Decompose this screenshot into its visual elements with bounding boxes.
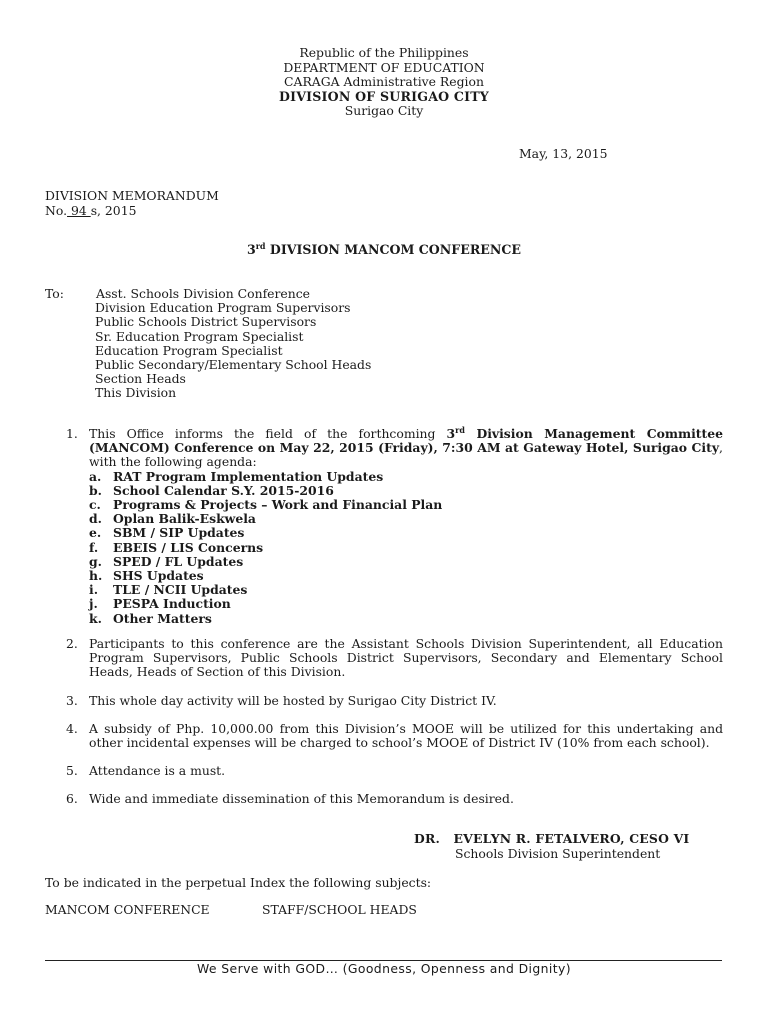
agenda-text: SHS Updates <box>113 568 204 584</box>
agenda-letter: j. <box>89 596 98 612</box>
paragraph-number: 6. <box>66 791 78 806</box>
memo-date: May, 13, 2015 <box>519 146 608 161</box>
letterhead-division: DIVISION OF SURIGAO CITY <box>278 88 489 104</box>
paragraph-body: A subsidy of Php. 10,000.00 from this Division’s MOOE will be utilized for this undertaking and other incidental expenses will be charged to school’s MOOE of District IV (10% from each school). <box>89 721 723 751</box>
recipient-item: This Division <box>95 385 177 401</box>
memo-subject <box>0 243 768 257</box>
signatory-name: DR. EVELYN R. FETALVERO, CESO VI <box>414 831 690 846</box>
agenda-item <box>89 512 723 526</box>
agenda-text: SPED / FL Updates <box>113 553 244 569</box>
agenda-item <box>89 597 723 611</box>
agenda-letter: f. <box>89 539 99 555</box>
recipient-item: Public Schools District Supervisors <box>95 314 317 330</box>
p1-ordinal: 3 <box>446 426 456 441</box>
agenda-letter: e. <box>89 525 102 541</box>
agenda-item <box>89 484 723 498</box>
index-subject-2: STAFF/SCHOOL HEADS <box>262 902 417 917</box>
paragraph-number: 2. <box>66 636 78 651</box>
p1-ordinal-suffix: rd <box>455 425 465 435</box>
agenda-letter: k. <box>89 610 102 626</box>
agenda-text: EBEIS / LIS Concerns <box>113 539 264 555</box>
agenda-letter: b. <box>89 482 102 498</box>
agenda-text: PESPA Induction <box>113 596 231 612</box>
agenda-item <box>89 555 723 569</box>
agenda-item <box>89 541 723 555</box>
signature-block <box>414 831 734 861</box>
agenda-list <box>89 470 723 626</box>
agenda-text: TLE / NCII Updates <box>113 582 248 598</box>
recipients-list <box>95 287 495 401</box>
agenda-item <box>89 569 723 583</box>
paragraph-number: 4. <box>66 721 78 736</box>
agenda-letter: g. <box>89 553 102 569</box>
agenda-item <box>89 470 723 484</box>
recipient-item: Public Secondary/Elementary School Heads <box>95 357 372 373</box>
agenda-text: RAT Program Implementation Updates <box>113 468 384 484</box>
letterhead-republic: Republic of the Philippines <box>299 45 469 60</box>
agenda-letter: h. <box>89 568 103 584</box>
recipient-item: Division Education Program Supervisors <box>95 300 351 316</box>
paragraph-4 <box>66 722 723 750</box>
agenda-letter: c. <box>89 497 101 513</box>
letterhead-region: CARAGA Administrative Region <box>284 74 484 89</box>
paragraph-number: 1. <box>66 426 78 441</box>
letterhead-department: DEPARTMENT OF EDUCATION <box>283 59 485 75</box>
paragraph-2 <box>66 637 723 680</box>
agenda-letter: d. <box>89 511 102 527</box>
memo-type: DIVISION MEMORANDUM <box>45 188 219 203</box>
signatory-title: Schools Division Superintendent <box>455 846 661 861</box>
index-note: To be indicated in the perpetual Index the following subjects: <box>45 875 432 890</box>
footer-motto: We Serve with GOD… (Goodness, Openness and Dignity) <box>197 961 571 976</box>
agenda-item <box>89 612 723 626</box>
agenda-letter: i. <box>89 582 99 598</box>
p1-tail: , with the following agenda: <box>89 440 723 470</box>
paragraph-3 <box>66 694 723 708</box>
paragraph-number: 5. <box>66 763 78 778</box>
recipient-item: Section Heads <box>95 371 186 387</box>
paragraph-6 <box>66 792 723 806</box>
index-subject-1: MANCOM CONFERENCE <box>45 902 210 917</box>
recipient-item: Asst. Schools Division Conference <box>96 286 311 301</box>
memo-header <box>45 188 219 218</box>
agenda-item <box>89 583 723 597</box>
agenda-text: School Calendar S.Y. 2015-2016 <box>113 482 334 498</box>
to-label: To: <box>45 286 64 301</box>
agenda-item <box>89 526 723 540</box>
subject-ordinal: 3 <box>246 242 256 257</box>
memo-no-number: 94 <box>67 203 91 218</box>
agenda-text: Programs & Projects – Work and Financial Plan <box>113 497 443 513</box>
subject-text: DIVISION MANCOM CONFERENCE <box>265 242 522 257</box>
paragraph-5 <box>66 764 723 778</box>
paragraph-body: This whole day activity will be hosted by Surigao City District IV. <box>89 693 497 708</box>
letterhead <box>0 46 768 119</box>
paragraph-body: Participants to this conference are the Assistant Schools Division Superintendent, all Education Program Supervisors, Public Schools District Supervisors, Secondary and Elementary School Heads, Heads of Section of this Division. <box>89 636 723 680</box>
p1-lead: This Office informs the field of the forthcoming <box>89 426 447 441</box>
agenda-text: Oplan Balik-Eskwela <box>113 511 256 527</box>
agenda-text: SBM / SIP Updates <box>113 525 245 541</box>
paragraph-body: Wide and immediate dissemination of this Memorandum is desired. <box>89 791 514 806</box>
memo-no-prefix: No. <box>45 203 68 218</box>
letterhead-city: Surigao City <box>344 103 424 118</box>
p1-bold-text: Division Management Committee (MANCOM) Conference on May 22, 2015 (Friday), 7:30 AM at Gateway Hotel, Surigao City <box>89 426 724 456</box>
agenda-letter: a. <box>89 468 102 484</box>
memo-number <box>45 203 219 218</box>
agenda-text: Other Matters <box>113 610 212 626</box>
paragraph-body: Attendance is a must. <box>89 763 226 778</box>
subject-ordinal-suffix: rd <box>255 241 266 251</box>
paragraph-1 <box>66 427 723 626</box>
recipient-item: Education Program Specialist <box>95 342 283 358</box>
recipient-item: Sr. Education Program Specialist <box>95 328 304 344</box>
paragraph-body <box>89 427 723 626</box>
agenda-item <box>89 498 723 512</box>
paragraph-number: 3. <box>66 693 78 708</box>
memo-no-suffix: s, 2015 <box>90 203 137 218</box>
